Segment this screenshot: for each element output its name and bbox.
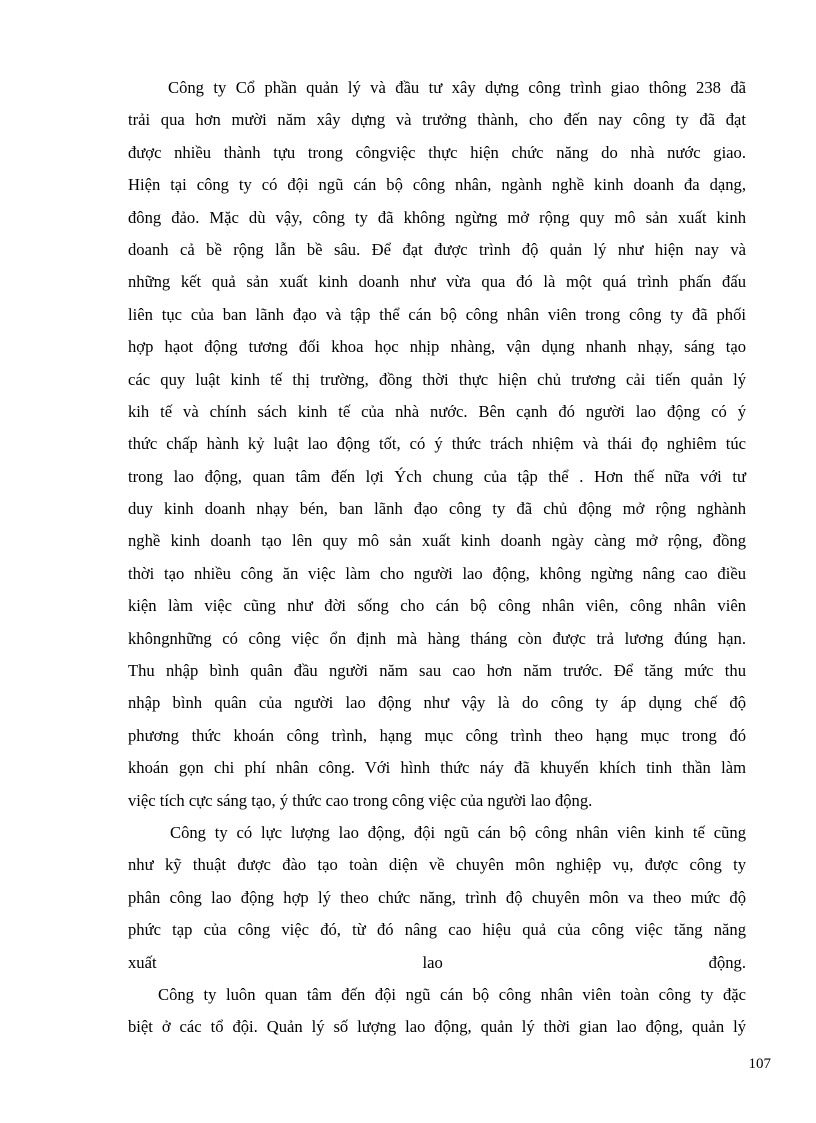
text-line: khoán gọn chi phí nhân công. Với hình thức náy đã khuyến khích tinh thần làm bbox=[128, 758, 746, 778]
text-line: được nhiều thành tựu trong côngviệc thực hiện chức năng do nhà nước giao. bbox=[128, 142, 746, 162]
text-line: hợp hạot động tương đối khoa học nhịp nhàng, vận dụng nhanh nhạy, sáng tạo bbox=[128, 337, 746, 357]
text-line: biệt ở các tổ đội. Quản lý số lượng lao động, quản lý thời gian lao động, quản lý bbox=[128, 1017, 746, 1037]
paragraph-3 bbox=[128, 979, 746, 1044]
text-line: trong lao động, quan tâm đến lợi Ých chung của tập thể . Hơn thế nữa với tư bbox=[128, 466, 746, 486]
text-line: nhập bình quân của người lao động như vậy là do công ty áp dụng chế độ bbox=[128, 693, 746, 713]
text-line: phương thức khoán công trình, hạng mục công trình theo hạng mục trong đó bbox=[128, 725, 746, 745]
text-line: xuất lao động. bbox=[128, 952, 746, 972]
text-line: các quy luật kinh tế thị trường, đồng thời thực hiện chủ trương cải tiến quản lý bbox=[128, 369, 746, 389]
text-line: Công ty luôn quan tâm đến đội ngũ cán bộ công nhân viên toàn công ty đặc bbox=[158, 984, 746, 1004]
paragraph-2 bbox=[128, 817, 746, 979]
text-line: phân công lao động hợp lý theo chức năng, trình độ chuyên môn va theo mức độ bbox=[128, 887, 746, 907]
text-line: kih tế và chính sách kinh tế của nhà nước. Bên cạnh đó người lao động có ý bbox=[128, 401, 746, 421]
text-line: Công ty Cổ phần quản lý và đầu tư xây dựng công trình giao thông 238 đã bbox=[168, 78, 746, 97]
text-line: Công ty có lực lượng lao động, đội ngũ cán bộ công nhân viên kinh tế cũng bbox=[170, 822, 746, 842]
text-line: duy kinh doanh nhạy bén, ban lãnh đạo công ty đã chủ động mở rộng nghành bbox=[128, 499, 746, 519]
document-body bbox=[128, 72, 746, 1044]
text-line: nghề kinh doanh tạo lên quy mô sản xuất kinh doanh ngày càng mở rộng, đồng bbox=[128, 531, 746, 551]
text-line: đông đảo. Mặc dù vậy, công ty đã không ngừng mở rộng quy mô sản xuất kinh bbox=[128, 207, 746, 227]
text-line: kiện làm việc cũng như đời sống cho cán bộ công nhân viên, công nhân viên bbox=[128, 596, 746, 616]
text-line: việc tích cực sáng tạo, ý thức cao trong công việc của người lao động. bbox=[128, 790, 593, 810]
text-line: trải qua hơn mười năm xây dựng và trưởng thành, cho đến nay công ty đã đạt bbox=[128, 110, 746, 130]
text-line: liên tục của ban lãnh đạo và tập thể cán bộ công nhân viên trong công ty đã phối bbox=[128, 304, 746, 324]
text-line: phức tạp của công việc đó, từ đó nâng cao hiệu quả của công việc tăng năng bbox=[128, 920, 746, 940]
text-line: những kết quả sản xuất kinh doanh như vừa qua đó là một quá trình phấn đấu bbox=[128, 272, 746, 292]
text-line: khôngnhững có công việc ổn định mà hàng tháng còn được trả lương đúng hạn. bbox=[128, 628, 746, 648]
text-line: Thu nhập bình quân đầu người năm sau cao hơn năm trước. Để tăng mức thu bbox=[128, 661, 746, 681]
text-line: doanh cả bề rộng lẫn bề sâu. Để đạt được trình độ quản lý như hiện nay và bbox=[128, 239, 746, 259]
text-line: Hiện tại công ty có đội ngũ cán bộ công nhân, ngành nghề kinh doanh đa dạng, bbox=[128, 175, 746, 195]
text-line: như kỹ thuật được đào tạo toàn diện về chuyên môn nghiệp vụ, được công ty bbox=[128, 855, 746, 875]
text-line: thức chấp hành kỷ luật lao động tốt, có ý thức trách nhiệm và thái đọ nghiêm túc bbox=[128, 434, 746, 454]
page-number: 107 bbox=[748, 1056, 771, 1072]
paragraph-1 bbox=[128, 72, 746, 817]
text-line: thời tạo nhiều công ăn việc làm cho người lao động, không ngừng nâng cao điều bbox=[128, 563, 746, 583]
